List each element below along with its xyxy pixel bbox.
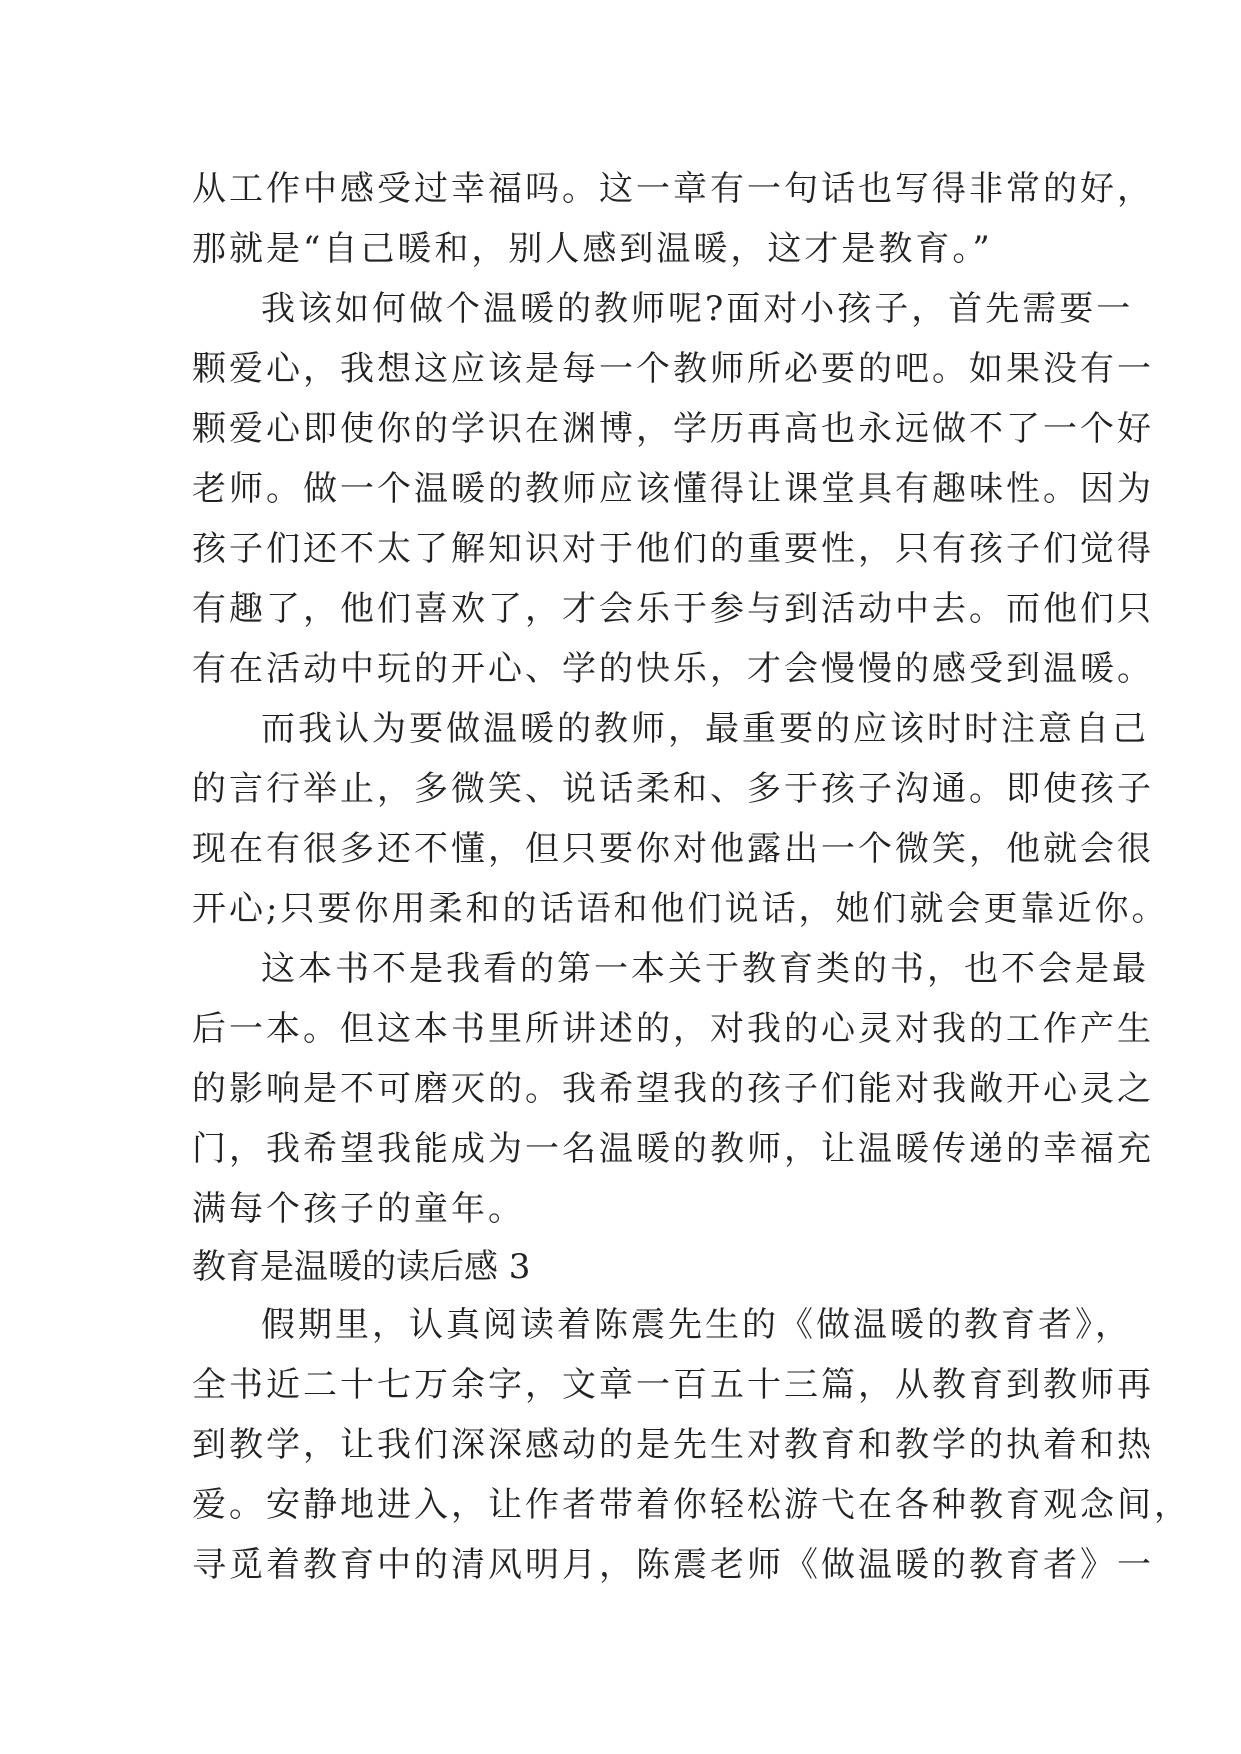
text-line: 老师。做一个温暖的教师应该懂得让课堂具有趣味性。因为 [192,469,1154,509]
text-line: 颗爱心，我想这应该是每一个教师所必要的吧。如果没有一 [192,349,1154,389]
text-line: 爱。安静地进入，让作者带着你轻松游弋在各种教育观念间， [192,1485,1191,1525]
text-line: 到教学，让我们深深感动的是先生对教育和教学的执着和热 [192,1425,1154,1465]
section-heading: 教育是温暖的读后感 3 [192,1247,531,1287]
text-line: 门，我希望我能成为一名温暖的教师，让温暖传递的幸福充 [192,1129,1154,1169]
text-line: 颗爱心即使你的学识在渊博，学历再高也永远做不了一个好 [192,409,1154,449]
paragraph-start-line: 而我认为要做温暖的教师，最重要的应该时时注意自己 [261,709,1149,749]
text-line: 的言行举止，多微笑、说话柔和、多于孩子沟通。即使孩子 [192,769,1154,809]
document-body [192,159,1191,1595]
paragraph-start-line: 这本书不是我看的第一本关于教育类的书，也不会是最 [261,949,1149,989]
text-line: 满每个孩子的童年。 [192,1189,525,1229]
text-line: 现在有很多还不懂，但只要你对他露出一个微笑，他就会很 [192,829,1154,869]
text-line: 有在活动中玩的开心、学的快乐，才会慢慢的感受到温暖。 [192,649,1154,689]
text-line: 孩子们还不太了解知识对于他们的重要性，只有孩子们觉得 [192,529,1154,569]
text-line: 后一本。但这本书里所讲述的，对我的心灵对我的工作产生 [192,1009,1154,1049]
text-line: 寻觅着教育中的清风明月，陈震老师《做温暖的教育者》一 [192,1545,1154,1585]
text-line: 有趣了，他们喜欢了，才会乐于参与到活动中去。而他们只 [192,589,1154,629]
text-line: 全书近二十七万余字，文章一百五十三篇，从教育到教师再 [192,1365,1154,1405]
paragraph-start-line: 我该如何做个温暖的教师呢?面对小孩子，首先需要一 [261,289,1134,329]
text-line: 那就是“自己暖和，别人感到温暖，这才是教育。” [192,229,993,269]
paragraph-start-line: 假期里，认真阅读着陈震先生的《做温暖的教育者》， [261,1305,1132,1345]
text-line: 从工作中感受过幸福吗。这一章有一句话也写得非常的好， [192,169,1154,209]
text-line: 开心;只要你用柔和的话语和他们说话，她们就会更靠近你。 [192,889,1169,929]
text-line: 的影响是不可磨灭的。我希望我的孩子们能对我敞开心灵之 [192,1069,1154,1109]
